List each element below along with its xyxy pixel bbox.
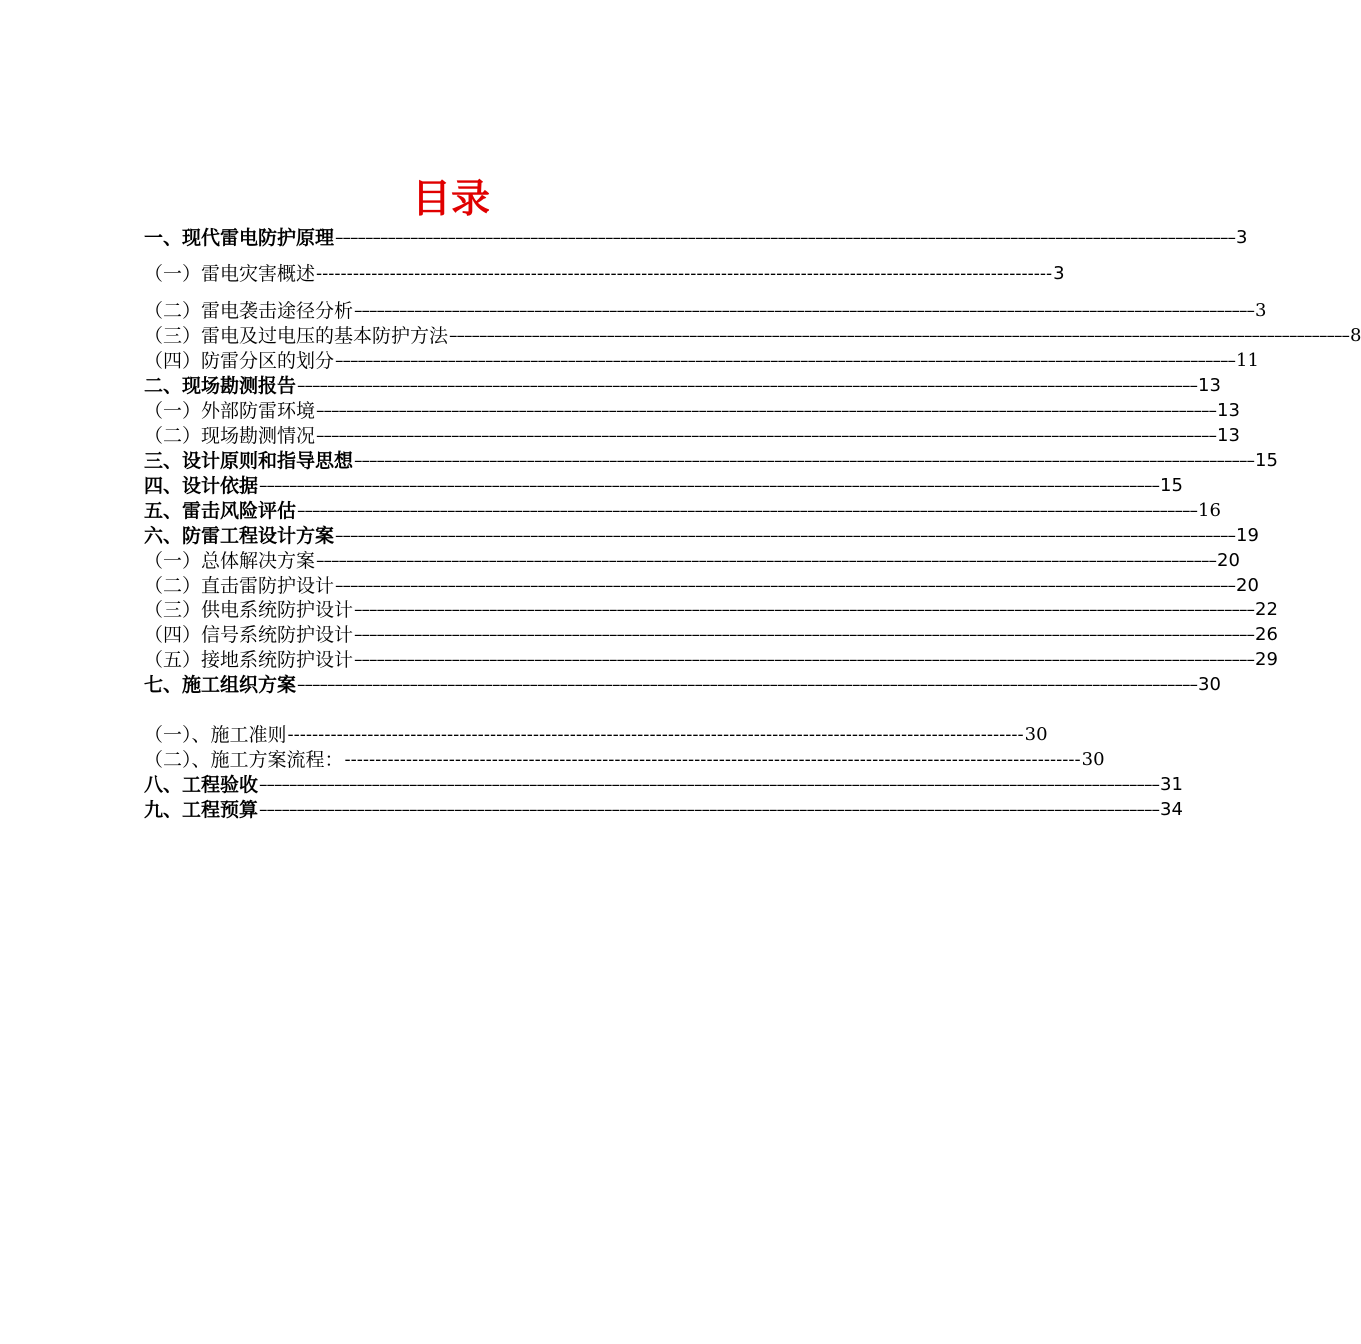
toc-page-number: 30 — [1081, 749, 1105, 770]
toc-entry-label: （一）外部防雷环境 — [144, 400, 316, 422]
toc-entry-label: （三）供电系统防护设计 — [144, 599, 354, 621]
toc-entry-label: 四、设计依据 — [144, 475, 259, 497]
toc-entry-label: （四）信号系统防护设计 — [144, 624, 354, 646]
toc-page-number: 8 — [1350, 325, 1361, 346]
toc-leader-dots: ------------------------------------------------------------------------------------------------------------------------ — [316, 264, 1053, 284]
toc-entry-label: （二）雷电袭击途径分析 — [144, 300, 354, 322]
toc-entry-label: （二）直击雷防护设计 — [144, 575, 335, 597]
toc-page-number: 29 — [1255, 649, 1278, 670]
toc-page-number: 19 — [1236, 525, 1259, 546]
toc-entry[interactable] — [144, 449, 1278, 473]
toc-page-number: 26 — [1255, 624, 1278, 645]
toc-page-number: 20 — [1217, 550, 1240, 571]
toc-entry-label: （三）雷电及过电压的基本防护方法 — [144, 325, 449, 347]
toc-leader-dots: –––––––––––––––––––––––––––––––––––––––––––––––––––––––––––––––––––––––––––––––––––––––––––––––––––––––––––––––––––––––– — [335, 351, 1236, 371]
toc-page-number: 20 — [1236, 575, 1259, 596]
toc-page-number: 16 — [1198, 500, 1221, 521]
toc-page-number: 31 — [1160, 774, 1183, 795]
toc-entry-label: 五、雷击风险评估 — [144, 500, 297, 522]
toc-page-number: 3 — [1236, 227, 1248, 248]
toc-entry-label: 九、工程预算 — [144, 799, 259, 821]
toc-entry[interactable] — [144, 798, 1183, 822]
toc-entry-label: 六、防雷工程设计方案 — [144, 525, 335, 547]
toc-entry-label: （一）雷电灾害概述 — [144, 263, 316, 285]
toc-entry-label: （一）总体解决方案 — [144, 550, 316, 572]
toc-entry-label: （二）、施工方案流程： — [144, 749, 344, 771]
toc-leader-dots: –––––––––––––––––––––––––––––––––––––––––––––––––––––––––––––––––––––––––––––––––––––––––––––––––––––––––––––––––––––––– — [316, 401, 1217, 421]
toc-entry[interactable] — [144, 349, 1259, 373]
toc-entry-label: （五）接地系统防护设计 — [144, 649, 354, 671]
toc-entry[interactable] — [144, 748, 1105, 772]
toc-entry[interactable] — [144, 574, 1259, 598]
toc-entry[interactable] — [144, 424, 1240, 448]
toc-leader-dots: –––––––––––––––––––––––––––––––––––––––––––––––––––––––––––––––––––––––––––––––––––––––––––––––––––––––––––––––––––––––– — [297, 376, 1198, 396]
toc-entry[interactable] — [144, 399, 1240, 423]
toc-entry[interactable] — [144, 524, 1259, 548]
toc-entry[interactable] — [144, 648, 1278, 672]
toc-leader-dots: ------------------------------------------------------------------------------------------------------------------------ — [344, 750, 1081, 770]
toc-entry[interactable] — [144, 598, 1278, 622]
toc-entry[interactable] — [144, 549, 1240, 573]
toc-page-number: 13 — [1217, 400, 1240, 421]
toc-entry[interactable] — [144, 773, 1183, 797]
toc-entry[interactable] — [144, 374, 1221, 398]
toc-entry[interactable] — [144, 673, 1221, 697]
toc-entry-label: 一、现代雷电防护原理 — [144, 227, 335, 249]
toc-leader-dots: –––––––––––––––––––––––––––––––––––––––––––––––––––––––––––––––––––––––––––––––––––––––––––––––––––––––––––––––––––––––– — [335, 228, 1236, 248]
toc-leader-dots: –––––––––––––––––––––––––––––––––––––––––––––––––––––––––––––––––––––––––––––––––––––––––––––––––––––––––––––––––––––––– — [335, 576, 1236, 596]
toc-leader-dots: ------------------------------------------------------------------------------------------------------------------------ — [287, 725, 1024, 745]
toc-entry-label: 八、工程验收 — [144, 774, 259, 796]
toc-page-number: 34 — [1160, 799, 1183, 820]
toc-entry-label: 七、施工组织方案 — [144, 674, 297, 696]
toc-entry-label: （二）现场勘测情况 — [144, 425, 316, 447]
toc-entry[interactable] — [144, 262, 1065, 286]
toc-page-number: 11 — [1236, 350, 1259, 371]
toc-entry[interactable] — [144, 499, 1221, 523]
toc-page-number: 30 — [1198, 674, 1221, 695]
toc-entry[interactable] — [144, 474, 1183, 498]
toc-leader-dots: –––––––––––––––––––––––––––––––––––––––––––––––––––––––––––––––––––––––––––––––––––––––––––––––––––––––––––––––––––––––– — [354, 301, 1255, 321]
toc-entry[interactable] — [144, 623, 1278, 647]
toc-entry-label: （四）防雷分区的划分 — [144, 350, 335, 372]
toc-leader-dots: –––––––––––––––––––––––––––––––––––––––––––––––––––––––––––––––––––––––––––––––––––––––––––––––––––––––––––––––––––––––– — [335, 526, 1236, 546]
toc-leader-dots: –––––––––––––––––––––––––––––––––––––––––––––––––––––––––––––––––––––––––––––––––––––––––––––––––––––––––––––––––––––––– — [297, 675, 1198, 695]
toc-entry[interactable] — [144, 723, 1048, 747]
toc-leader-dots: –––––––––––––––––––––––––––––––––––––––––––––––––––––––––––––––––––––––––––––––––––––––––––––––––––––––––––––––––––––––– — [354, 600, 1255, 620]
toc-page-number: 3 — [1053, 263, 1065, 284]
toc-leader-dots: –––––––––––––––––––––––––––––––––––––––––––––––––––––––––––––––––––––––––––––––––––––––––––––––––––––––––––––––––––––––– — [316, 426, 1217, 446]
toc-leader-dots: –––––––––––––––––––––––––––––––––––––––––––––––––––––––––––––––––––––––––––––––––––––––––––––––––––––––––––––––––––––––– — [354, 625, 1255, 645]
toc-leader-dots: –––––––––––––––––––––––––––––––––––––––––––––––––––––––––––––––––––––––––––––––––––––––––––––––––––––––––––––––––––––––– — [316, 551, 1217, 571]
toc-leader-dots: –––––––––––––––––––––––––––––––––––––––––––––––––––––––––––––––––––––––––––––––––––––––––––––––––––––––––––––––––––––––– — [259, 775, 1160, 795]
toc-page-number: 30 — [1024, 724, 1048, 745]
page-title: 目录 — [411, 176, 490, 222]
toc-leader-dots: –––––––––––––––––––––––––––––––––––––––––––––––––––––––––––––––––––––––––––––––––––––––––––––––––––––––––––––––––––––––– — [259, 476, 1160, 496]
toc-leader-dots: –––––––––––––––––––––––––––––––––––––––––––––––––––––––––––––––––––––––––––––––––––––––––––––––––––––––––––––––––––––––– — [354, 650, 1255, 670]
toc-page-number: 3 — [1255, 300, 1267, 321]
toc-entry-label: （一）、施工准则 — [144, 724, 287, 746]
toc-leader-dots: –––––––––––––––––––––––––––––––––––––––––––––––––––––––––––––––––––––––––––––––––––––––––––––––––––––––––––––––––––––––– — [259, 800, 1160, 820]
toc-entry-label: 三、设计原则和指导思想 — [144, 450, 354, 472]
toc-entry-label: 二、现场勘测报告 — [144, 375, 297, 397]
toc-leader-dots: –––––––––––––––––––––––––––––––––––––––––––––––––––––––––––––––––––––––––––––––––––––––––––––––––––––––––––––––––––––––– — [354, 451, 1255, 471]
toc-page-number: 13 — [1198, 375, 1221, 396]
toc-page-number: 15 — [1255, 450, 1278, 471]
toc-page-number: 22 — [1255, 599, 1278, 620]
toc-entry[interactable] — [144, 226, 1248, 250]
toc-leader-dots: –––––––––––––––––––––––––––––––––––––––––––––––––––––––––––––––––––––––––––––––––––––––––––––––––––––––––––––––––––––––– — [297, 501, 1198, 521]
toc-page-number: 13 — [1217, 425, 1240, 446]
toc-leader-dots: –––––––––––––––––––––––––––––––––––––––––––––––––––––––––––––––––––––––––––––––––––––––––––––––––––––––––––––––––––––––– — [449, 326, 1350, 346]
toc-page-number: 15 — [1160, 475, 1183, 496]
toc-entry[interactable] — [144, 324, 1361, 348]
toc-entry[interactable] — [144, 299, 1267, 323]
